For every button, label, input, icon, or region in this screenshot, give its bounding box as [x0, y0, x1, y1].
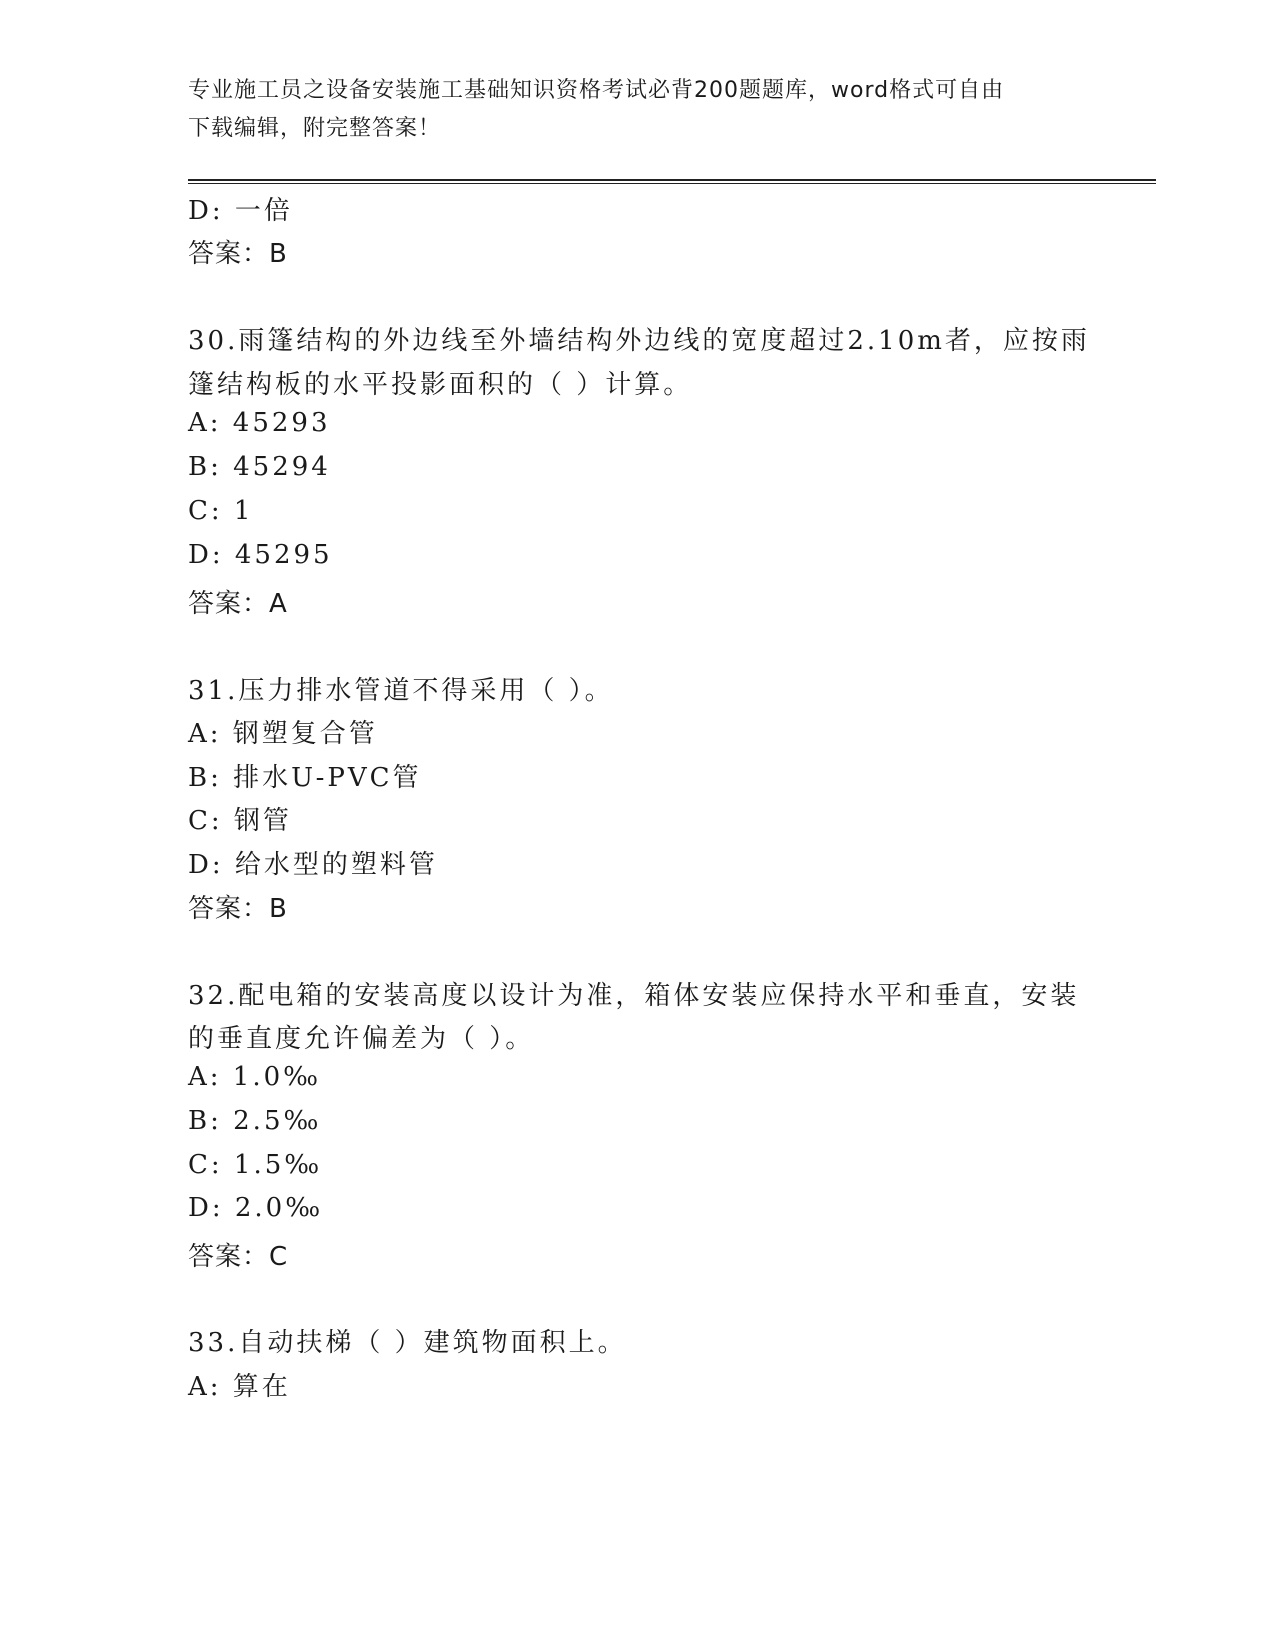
- question-stem: 31.压力排水管道不得采用（ ）。: [188, 676, 614, 706]
- option-a: A: 1.0‰: [188, 1062, 322, 1092]
- question-stem: 32.配电箱的安装高度以设计为准，箱体安装应保持水平和垂直，安装: [188, 981, 1080, 1011]
- question-stem: 的垂直度允许偏差为（ ）。: [188, 1024, 535, 1054]
- option-b: B: 2.5‰: [188, 1106, 322, 1136]
- option-b: B: 45294: [188, 452, 331, 482]
- question-stem: 篷结构板的水平投影面积的（ ）计算。: [188, 370, 693, 400]
- option-d: D: 一倍: [188, 196, 293, 226]
- header-title-line-1: 专业施工员之设备安装施工基础知识资格考试必背200题题库，word格式可自由: [188, 78, 1005, 103]
- answer-label: 答案：B: [188, 239, 288, 269]
- option-a: A: 钢塑复合管: [188, 719, 378, 749]
- option-c: C: 钢管: [188, 806, 292, 836]
- answer-label: 答案：B: [188, 894, 288, 924]
- option-a: A: 45293: [188, 408, 331, 438]
- document-header: [188, 72, 1078, 148]
- option-d: D: 45295: [188, 540, 333, 570]
- option-c: C: 1.5‰: [188, 1150, 323, 1180]
- option-a: A: 算在: [188, 1372, 291, 1402]
- question-stem: 30.雨篷结构的外边线至外墙结构外边线的宽度超过2.10m者，应按雨: [188, 326, 1090, 356]
- answer-label: 答案：C: [188, 1242, 289, 1272]
- option-b: B: 排水U-PVC管: [188, 763, 422, 793]
- header-title-line-2: 下载编辑，附完整答案！: [188, 116, 442, 141]
- header-divider-top: [188, 179, 1156, 181]
- option-c: C: 1: [188, 496, 254, 526]
- option-d: D: 2.0‰: [188, 1193, 324, 1223]
- header-divider-bottom: [188, 183, 1156, 184]
- option-d: D: 给水型的塑料管: [188, 850, 438, 880]
- answer-label: 答案：A: [188, 589, 288, 619]
- question-stem: 33.自动扶梯（ ）建筑物面积上。: [188, 1328, 627, 1358]
